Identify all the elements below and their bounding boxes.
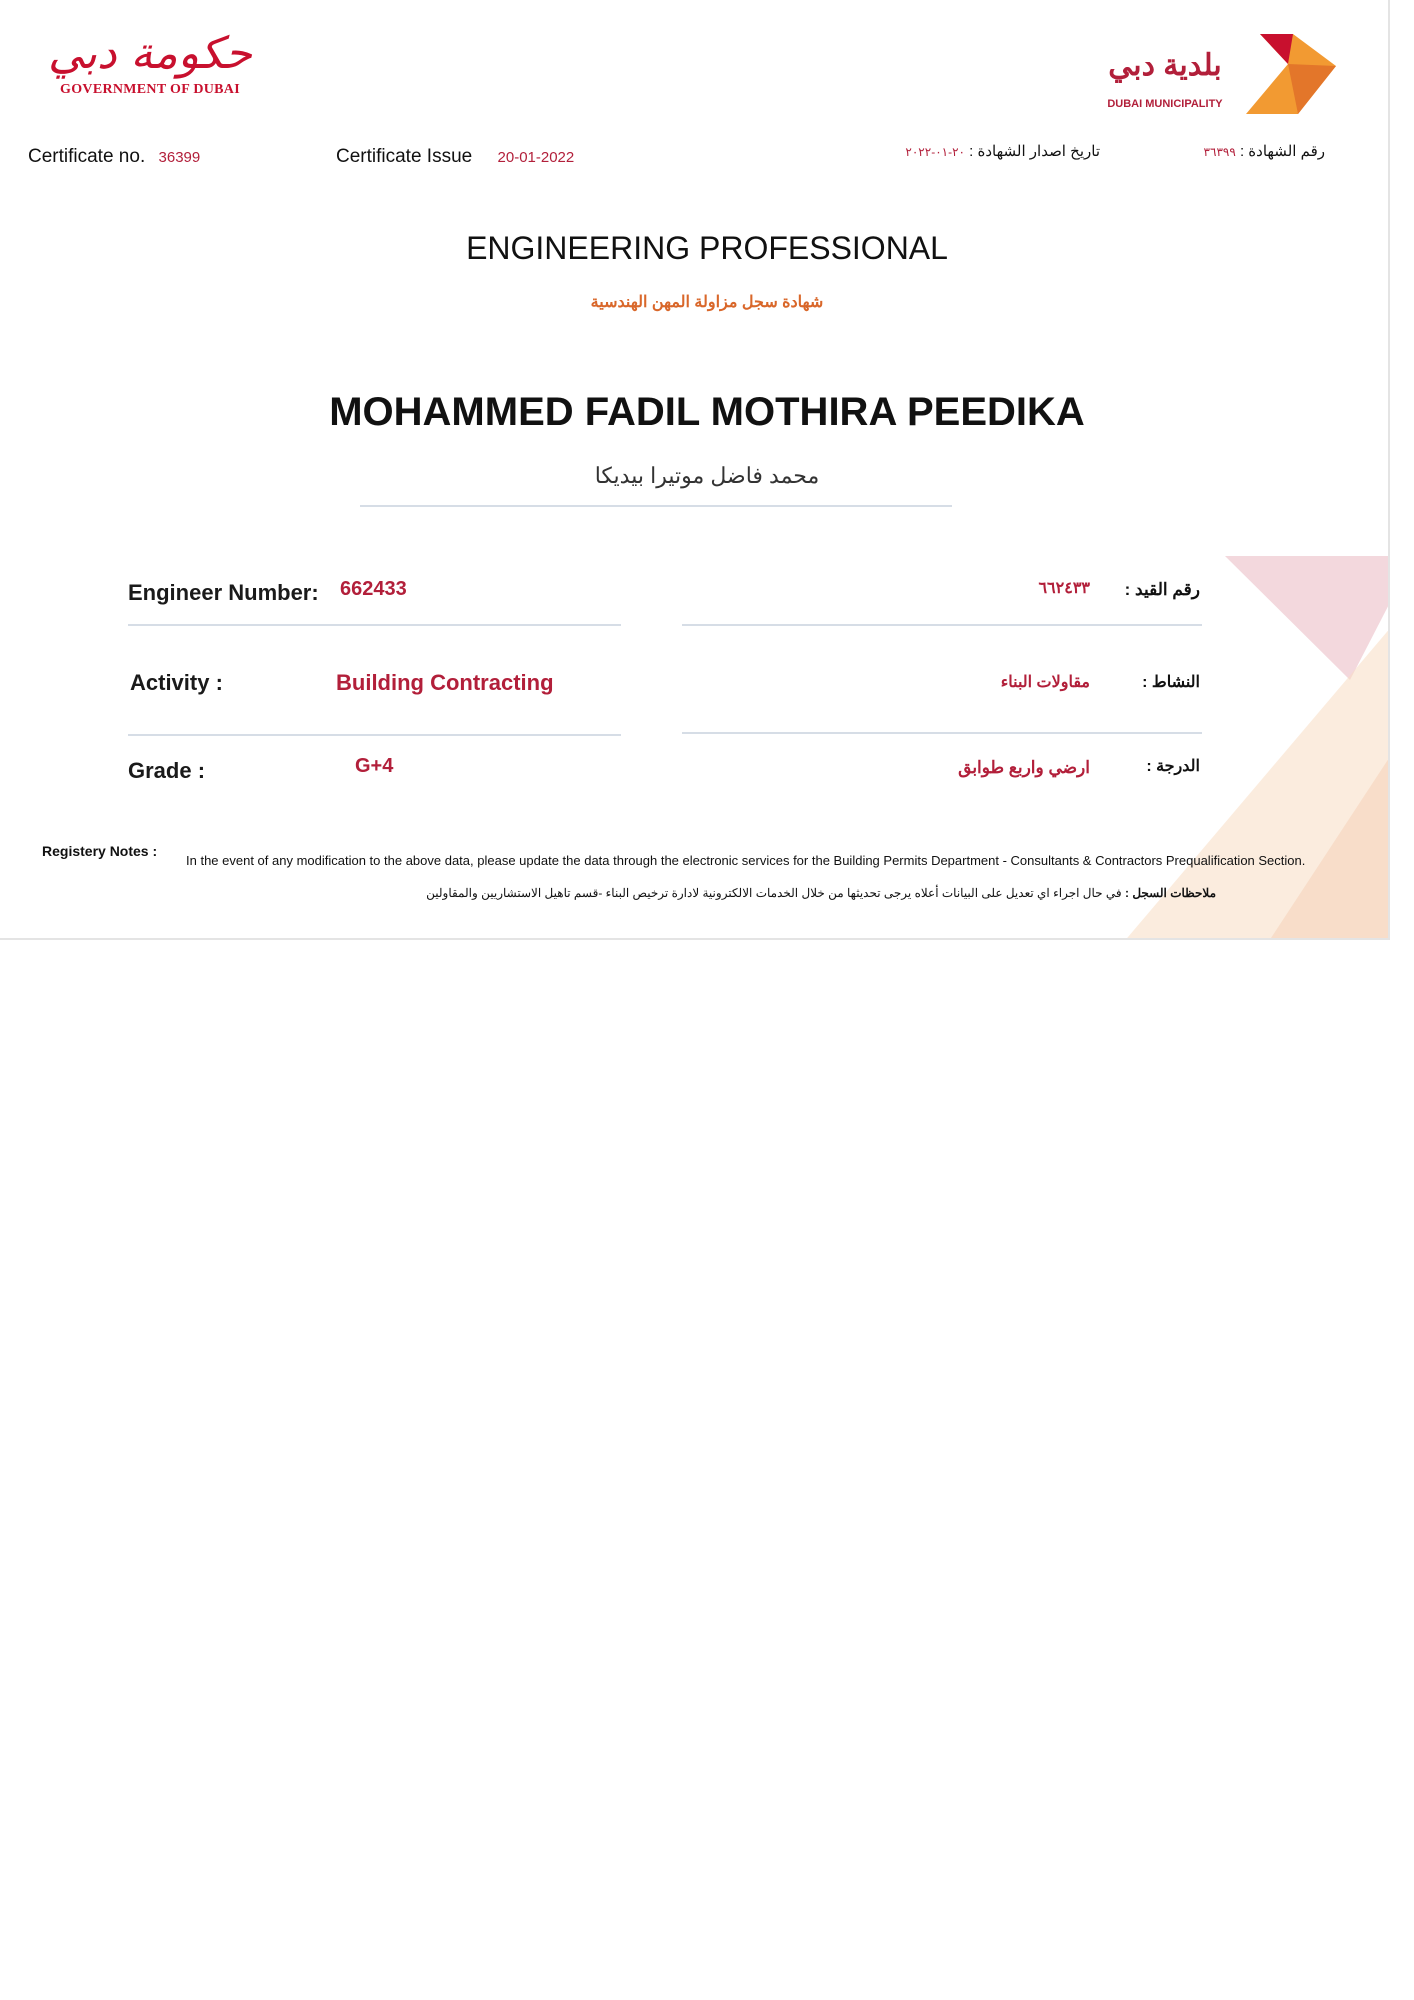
certificate-number-arabic: [1140, 142, 1325, 160]
row-divider: [682, 624, 1202, 626]
gov-logo-english: GOVERNMENT OF DUBAI: [60, 82, 240, 97]
issue-label: Certificate Issue: [336, 146, 473, 167]
cert-no-label-ar: رقم الشهادة :: [1239, 143, 1325, 160]
certificate: [0, 0, 1390, 940]
activity-label: Activity :: [130, 670, 223, 695]
registry-notes-text-ar: في حال اجراء اي تعديل على البيانات أعلاه يرجى تحديثها من خلال الخدمات الالكترونية لادارة ترخيص البناء -قسم تاهيل الاستشاريين والمقاولين: [426, 886, 1122, 900]
issue-value: 20-01-2022: [497, 149, 575, 166]
certificate-title: ENGINEERING PROFESSIONAL: [466, 230, 948, 266]
row-divider: [128, 734, 621, 736]
municipality-emblem-icon: [1238, 34, 1338, 116]
grade-value: G+4: [355, 755, 394, 777]
name-divider: [360, 505, 952, 507]
engineer-number-label: Engineer Number:: [128, 580, 319, 605]
engineer-number-value: 662433: [340, 578, 407, 600]
certificate-issue-arabic: [820, 142, 1100, 160]
registry-notes-label-ar: ملاحظات السجل :: [1125, 886, 1216, 900]
certificate-title-arabic: شهادة سجل مزاولة المهن الهندسية: [590, 294, 824, 311]
dubai-municipality-logo: [1090, 30, 1340, 116]
registry-notes-arabic: [186, 886, 1216, 900]
row-divider: [128, 624, 621, 626]
engineer-number-label-ar: رقم القيد :: [1124, 580, 1200, 599]
muni-logo-english: DUBAI MUNICIPALITY: [1107, 98, 1223, 110]
issue-label-ar: تاريخ اصدار الشهادة :: [969, 143, 1100, 160]
grade-label: Grade :: [128, 758, 206, 783]
grade-value-ar: ارضي واربع طوابق: [958, 758, 1090, 777]
activity-label-ar: النشاط :: [1142, 674, 1200, 691]
muni-logo-arabic: بلدية دبي: [1108, 49, 1222, 82]
registry-notes-text: In the event of any modification to the above data, please update the data through the electronic services for the Building Permits Department - Consultants & Contractors Prequalification Section.: [186, 853, 1306, 868]
registry-notes-label: Registery Notes :: [42, 843, 158, 859]
holder-name-arabic: محمد فاضل موتيرا بيديكا: [594, 463, 820, 488]
cert-no-value-ar: ٣٦٣٩٩: [1203, 145, 1236, 159]
holder-name: MOHAMMED FADIL MOTHIRA PEEDIKA: [329, 390, 1085, 434]
certificate-number: [28, 146, 200, 168]
engineer-number-value-ar: ٦٦٢٤٣٣: [1038, 580, 1090, 597]
grade-label-ar: الدرجة :: [1146, 758, 1200, 775]
government-of-dubai-logo: [40, 26, 260, 116]
cert-no-value: 36399: [158, 149, 201, 166]
activity-value: Building Contracting: [336, 670, 554, 695]
row-divider: [682, 732, 1202, 734]
activity-value-ar: مقاولات البناء: [1000, 674, 1090, 691]
issue-value-ar: ٢٠-٠١-٢٠٢٢: [905, 145, 965, 159]
certificate-issue: [336, 146, 574, 168]
cert-no-label: Certificate no.: [28, 146, 146, 167]
gov-logo-arabic: حكومة دبي: [48, 28, 252, 79]
